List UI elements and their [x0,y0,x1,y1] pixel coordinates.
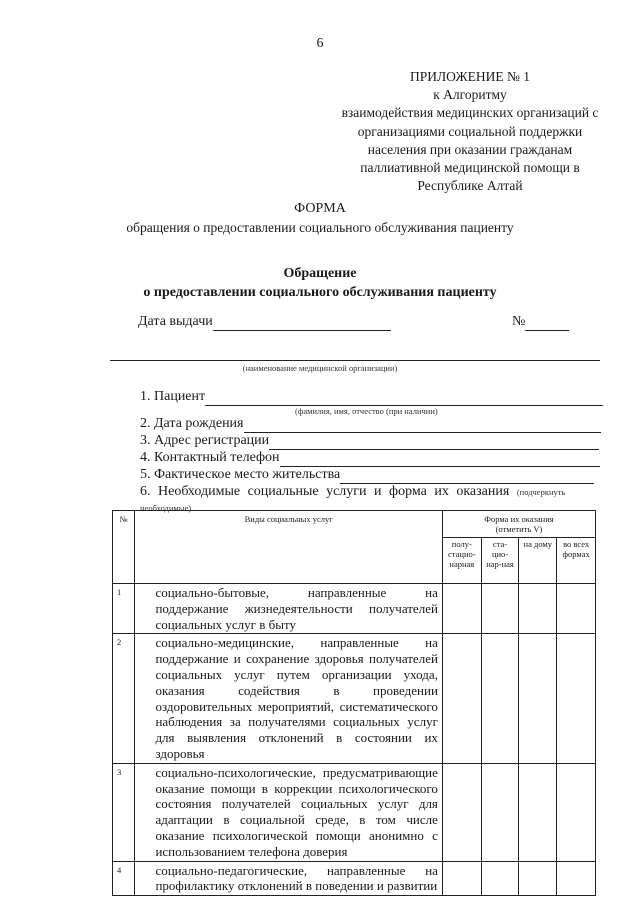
address-label: 3. Адрес регистрации [140,433,270,448]
services-label: 6. Необходимые социальные услуги и форма их оказания [140,484,510,499]
mark-cell[interactable] [442,634,481,763]
row-num: 3 [113,763,135,861]
appendix-line: Республике Алтай [417,178,523,194]
org-name-line[interactable] [110,360,600,361]
mark-cell[interactable] [519,861,557,896]
row-num: 1 [113,584,135,634]
appendix-line: населения при оказании гражданам [367,141,573,157]
appendix-line: паллиативной медицинской помощи в [360,160,580,176]
row-num: 4 [113,861,135,896]
table-row [113,861,596,896]
phone-blank[interactable] [280,450,600,467]
row-service-line: социально-педагогические, направленные на профилактику отклонений в поведении и развитии [155,862,438,894]
mark-cell[interactable] [481,861,519,896]
row-num: 2 [113,634,135,763]
birth-date-label: 2. Дата рождения [140,416,244,431]
col-form-header [442,511,595,538]
residence-label: 5. Фактическое место жительства [140,467,341,482]
form-col-stationary: ста-цио-нар-ная [481,538,519,584]
number-label: № [512,314,526,329]
page-number: 6 [316,36,324,51]
address-field [140,433,599,450]
mark-cell[interactable] [557,861,596,896]
table-header-row [113,511,596,538]
row-service-line: социально-психологические, предусматривающие оказание помощи в коррекции психологического состояния получателей социальных услуг для адаптации в социальной среде, в том числе оказание психологической помощи анонимно с использованием телефона доверия [155,764,438,859]
row-service-line: социально-медицинские, направленные на поддержание и сохранение здоровья получателей социальных услуг путем организации ухода, оказания содействия в проведении оздоровительных мероприятий, систематического наблюдения за получателями социальных услуг для выявления отклонений в состоянии их здоровья [155,635,438,761]
appendix-title: ПРИЛОЖЕНИЕ № 1 [409,69,531,84]
services-note: (подчеркнуть необходимые) [140,487,566,513]
mark-cell[interactable] [442,584,481,634]
row-service-text [135,763,442,861]
issue-date-label: Дата выдачи [138,314,213,329]
request-subtitle: о предоставлении социального обслуживания пациенту [143,285,497,300]
mark-cell[interactable] [519,584,557,634]
form-col-all-forms: во всех формах [557,538,596,584]
mark-cell[interactable] [442,861,481,896]
mark-cell[interactable] [557,763,596,861]
col-form-title: Форма их оказания [484,514,554,524]
form-col-at-home: на дому [519,538,557,584]
residence-field [140,467,594,484]
mark-cell[interactable] [557,634,596,763]
table-row [113,584,596,634]
number-field [512,314,569,331]
phone-field [140,450,600,467]
mark-cell[interactable] [557,584,596,634]
patient-blank[interactable] [205,389,603,406]
birth-date-blank[interactable] [244,416,601,433]
patient-caption: (фамилия, имя, отчество (при наличии) [295,406,438,416]
residence-blank[interactable] [340,467,594,484]
form-title: ФОРМА [294,201,346,216]
appendix-line: взаимодействия медицинских организаций с [341,105,599,121]
phone-label: 4. Контактный телефон [140,450,280,465]
org-caption: (наименование медицинской организации) [242,363,398,373]
appendix-line: к Алгоритму [433,87,507,103]
form-subtitle: обращения о предоставлении социального обслуживания пациенту [126,220,514,235]
col-services-header: Виды социальных услуг [135,511,442,584]
appendix-block [300,68,640,195]
number-blank[interactable] [525,314,569,331]
patient-label: 1. Пациент [140,389,206,404]
form-col-semi-stationary: полу-стацио-нарная [442,538,481,584]
row-service-line: социально-бытовые, направленные на поддержание жизнедеятельности получателей социальных услуг в быту [155,585,438,632]
mark-cell[interactable] [519,634,557,763]
table-row [113,634,596,763]
col-form-note: (отметить V) [495,524,543,534]
birth-date-field [140,416,601,433]
row-service-text [135,634,442,763]
issue-date-blank[interactable] [213,314,391,331]
issue-date-field [138,314,391,331]
address-blank[interactable] [269,433,599,450]
table-row [113,763,596,861]
row-service-text [135,584,442,634]
appendix-line: организациями социальной поддержки [357,123,583,139]
row-service-text [135,861,442,896]
col-num-header: № [113,511,135,584]
mark-cell[interactable] [481,763,519,861]
patient-field [140,389,603,406]
mark-cell[interactable] [442,763,481,861]
mark-cell[interactable] [481,634,519,763]
request-title: Обращение [283,266,357,281]
mark-cell[interactable] [519,763,557,861]
services-table [112,510,596,896]
mark-cell[interactable] [481,584,519,634]
